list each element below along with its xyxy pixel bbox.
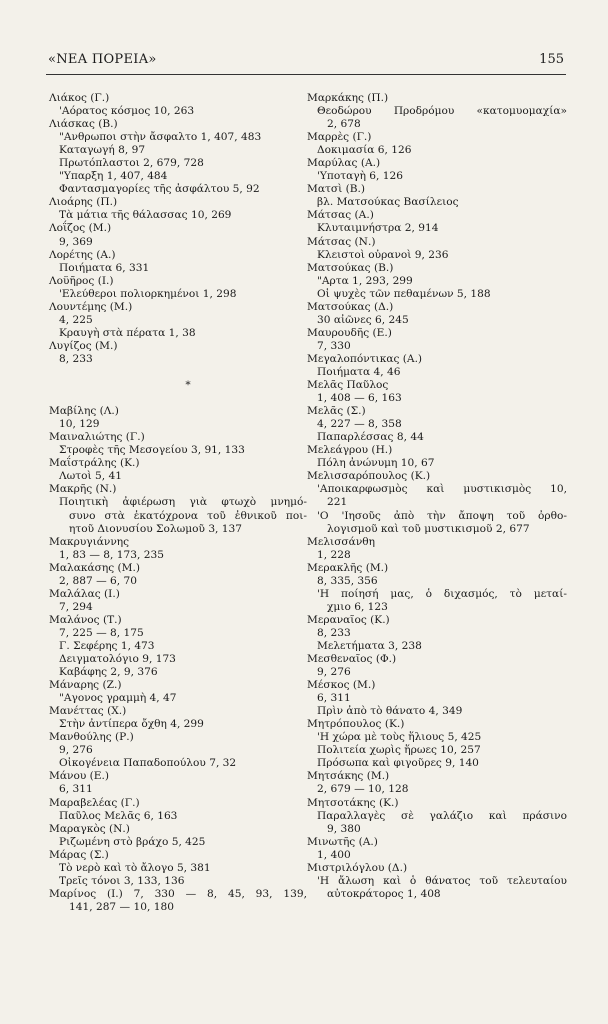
index-entry-title: 'Ελεύθεροι πολιορκημένοι 1, 298 xyxy=(59,287,237,300)
index-author-name: Μάτσας (Ν.) xyxy=(307,235,376,248)
index-entry-title: 10, 129 xyxy=(59,418,100,431)
index-author-name: Λιάκος (Γ.) xyxy=(49,92,110,104)
index-entry-title: 'Υποταγὴ 6, 126 xyxy=(317,170,404,183)
index-author-name: Λιοάρης (Π.) xyxy=(49,196,118,209)
index-entry-continuation: 141, 287 — 10, 180 xyxy=(69,900,174,913)
index-author-name: Ματσὶ (Β.) xyxy=(307,183,366,196)
index-author-name: Μανθούλης (Ρ.) xyxy=(49,731,134,744)
index-author-name: Μάνου (Ε.) xyxy=(49,770,109,783)
index-author-name: Μαλάλας (Ι.) xyxy=(49,587,120,600)
index-entry-title: 7, 330 xyxy=(317,339,351,352)
index-entry-title: Δοκιμασία 6, 126 xyxy=(317,144,412,157)
index-entry-title: 9, 276 xyxy=(317,666,351,679)
index-author-name: Μαραβελέας (Γ.) xyxy=(49,796,140,809)
index-entry-continuation: συνο στὰ ἑκατόχρονα τοῦ ἐθνικοῦ ποι- xyxy=(69,509,307,522)
index-author-name: Μακρυγιάννης xyxy=(49,535,130,548)
index-entry-title: 1, 228 xyxy=(317,548,351,561)
index-entry-title: Δειγματολόγιο 9, 173 xyxy=(59,653,176,666)
index-entry-title: Κλειστοὶ οὐρανοὶ 9, 236 xyxy=(317,248,449,261)
index-author-name: Μαρρὲς (Γ.) xyxy=(307,131,372,144)
index-author-name: Μαρίνος (Ι.) 7, 330 — 8, 45, 93, 139, xyxy=(49,887,307,900)
index-author-name: Ματσούκας (Δ.) xyxy=(307,300,394,313)
index-entry-continuation: λογισμοῦ καὶ τοῦ μυστικισμοῦ 2, 677 xyxy=(327,522,530,535)
index-entry-title: 4, 227 — 8, 358 xyxy=(317,418,402,431)
index-entry-continuation: 221 xyxy=(327,496,348,509)
index-author-name: Μαλάνος (Τ.) xyxy=(49,613,122,626)
index-entry-title: 'Η χώρα μὲ τοὺς ἥλιους 5, 425 xyxy=(317,731,482,744)
index-author-name: Μάρας (Σ.) xyxy=(49,848,109,861)
index-entry-title: Καταγωγή 8, 97 xyxy=(59,144,146,157)
index-author-name: Μελᾶς Παῦλος xyxy=(307,379,389,392)
index-author-name: Ματσούκας (Β.) xyxy=(307,261,394,274)
index-entry-continuation: 2, 678 xyxy=(327,118,361,131)
page-header xyxy=(48,52,564,74)
index-entry-title: Κραυγὴ στὰ πέρατα 1, 38 xyxy=(59,326,196,339)
index-entry-title: 6, 311 xyxy=(59,783,93,796)
index-author-name: Μελισσαρόπουλος (Κ.) xyxy=(307,470,431,483)
index-author-name: Μελᾶς (Σ.) xyxy=(307,405,366,418)
index-entry-title: 1, 400 xyxy=(317,848,351,861)
index-entry-title: "Υπαρξη 1, 407, 484 xyxy=(59,170,168,183)
index-entry-title: Τὸ νερὸ καὶ τὸ ἄλογο 5, 381 xyxy=(59,861,211,874)
index-entry-title: 1, 83 — 8, 173, 235 xyxy=(59,548,164,561)
index-entry-title: 'Αόρατος κόσμος 10, 263 xyxy=(59,105,195,118)
index-author-name: Μάναρης (Ζ.) xyxy=(49,679,122,692)
index-author-name: Μαβίλης (Λ.) xyxy=(49,405,119,418)
index-entry-title: 7, 225 — 8, 175 xyxy=(59,626,144,639)
index-entry-title: Οἰκογένεια Παπαδοπούλου 7, 32 xyxy=(59,757,237,770)
index-entry-title: 30 αἰῶνες 6, 245 xyxy=(317,313,409,326)
index-entry-title: Οἱ ψυχὲς τῶν πεθαμένων 5, 188 xyxy=(317,287,491,300)
index-author-name: Μεραναῖος (Κ.) xyxy=(307,613,390,626)
index-entry-title: Μελετήματα 3, 238 xyxy=(317,639,422,652)
index-author-name: Μιστριλόγλου (Δ.) xyxy=(307,861,408,874)
index-author-name: Μαυρουδῆς (Ε.) xyxy=(307,326,392,339)
index-entry-title: Γ. Σεφέρης 1, 473 xyxy=(59,639,155,652)
index-entry-title: 4, 225 xyxy=(59,313,93,326)
index-entry-title: Πρωτόπλαστοι 2, 679, 728 xyxy=(59,157,204,170)
index-author-name: Λυγίζος (Μ.) xyxy=(49,339,118,352)
index-entry-title: Στροφὲς τῆς Μεσογείου 3, 91, 133 xyxy=(59,444,245,457)
index-entry-title: Καβάφης 2, 9, 376 xyxy=(59,666,158,679)
section-separator-star: * xyxy=(185,379,191,392)
index-entry-title: βλ. Ματσούκας Βασίλειος xyxy=(317,196,459,209)
index-author-name: Μητρόπουλος (Κ.) xyxy=(307,718,405,731)
index-entry-title: Πρόσωπα καὶ φιγοῦρες 9, 140 xyxy=(317,757,479,770)
journal-title: «ΝΕΑ ΠΟΡΕΙΑ» xyxy=(48,52,157,67)
index-entry-title: Παῦλος Μελᾶς 6, 163 xyxy=(59,809,178,822)
index-entry-title: 1, 408 — 6, 163 xyxy=(317,392,402,405)
index-author-name: Λιάσκας (Β.) xyxy=(49,118,118,131)
index-entry-title: 8, 233 xyxy=(59,352,93,365)
index-entry-title: "Ανθρωποι στὴν ἄσφαλτο 1, 407, 483 xyxy=(59,131,262,144)
index-entry-title: 2, 887 — 6, 70 xyxy=(59,574,137,587)
index-entry-title: Πόλη ἀνώνυμη 10, 67 xyxy=(317,457,435,470)
index-entry-title: Ποιητικὴ ἀφιέρωση γιὰ φτωχὸ μνημό- xyxy=(59,496,307,509)
index-entry-title: Φαντασμαγορίες τῆς ἀσφάλτου 5, 92 xyxy=(59,183,260,196)
index-entry-title: 'Η ἄλωση καὶ ὁ θάνατος τοῦ τελευταίου xyxy=(317,874,567,887)
index-entry-title: 8, 233 xyxy=(317,626,351,639)
index-entry-title: Ποιήματα 6, 331 xyxy=(59,261,150,274)
index-author-name: Λουντέμης (Μ.) xyxy=(49,300,133,313)
index-author-name: Μελεάγρου (Η.) xyxy=(307,444,393,457)
index-author-name: Μέσκος (Μ.) xyxy=(307,679,376,692)
index-entry-title: "Αρτα 1, 293, 299 xyxy=(317,274,413,287)
blank-line xyxy=(49,366,307,379)
index-author-name: Μητσοτάκης (Κ.) xyxy=(307,796,399,809)
index-entry-title: Τὰ μάτια τῆς θάλασσας 10, 269 xyxy=(59,209,232,222)
index-author-name: Λοϋῆρος (Ι.) xyxy=(49,274,114,287)
index-author-name: Μεσθεναῖος (Φ.) xyxy=(307,653,397,666)
index-author-name: Μαΐστράλης (Κ.) xyxy=(49,457,140,470)
index-entry-continuation: χμιο 6, 123 xyxy=(327,600,388,613)
index-author-name: Μελισσάνθη xyxy=(307,535,375,548)
index-entry-title: Πρὶν ἀπὸ τὸ θάνατο 4, 349 xyxy=(317,705,463,718)
index-author-name: Μαραγκὸς (Ν.) xyxy=(49,822,130,835)
index-column-left xyxy=(49,92,307,914)
index-entry-title: Πολιτεία χωρὶς ἥρωες 10, 257 xyxy=(317,744,481,757)
index-entry-continuation: 9, 380 xyxy=(327,822,361,835)
index-entry-title: Τρεῖς τόνοι 3, 133, 136 xyxy=(59,874,185,887)
index-author-name: Μητσάκης (Μ.) xyxy=(307,770,390,783)
index-entry-title: Κλυταιμνήστρα 2, 914 xyxy=(317,222,439,235)
index-column-right xyxy=(307,92,567,901)
index-author-name: Λορέτης (Α.) xyxy=(49,248,116,261)
index-entry-title: Παραλλαγὲς σὲ γαλάζιο καὶ πράσινο xyxy=(317,809,567,822)
index-author-name: Μανέττας (Χ.) xyxy=(49,705,127,718)
index-entry-title: "Αγονος γραμμὴ 4, 47 xyxy=(59,692,177,705)
index-author-name: Μερακλῆς (Μ.) xyxy=(307,561,389,574)
index-entry-title: Παπαρλέσσας 8, 44 xyxy=(317,431,424,444)
index-entry-title: 'Αποικαρφωσμὸς καὶ μυστικισμὸς 10, xyxy=(317,483,567,496)
index-entry-title: 6, 311 xyxy=(317,692,351,705)
index-author-name: Μεγαλοπόντικας (Α.) xyxy=(307,352,423,365)
index-entry-continuation: αὐτοκράτορος 1, 408 xyxy=(327,887,441,900)
page-number: 155 xyxy=(539,52,564,67)
header-rule xyxy=(46,74,566,75)
index-entry-title: Ποιήματα 4, 46 xyxy=(317,365,401,378)
index-author-name: Μαλακάσης (Μ.) xyxy=(49,561,141,574)
index-entry-title: 'Ο 'Ιησοῦς ἀπὸ τὴν ἄποψη τοῦ ὀρθο- xyxy=(317,509,567,522)
index-entry-continuation: ητοῦ Διονυσίου Σολωμοῦ 3, 137 xyxy=(69,522,243,535)
index-author-name: Μάτσας (Α.) xyxy=(307,209,374,222)
index-entry-title: Ριζωμένη στὸ βράχο 5, 425 xyxy=(59,835,206,848)
index-author-name: Μινωτῆς (Α.) xyxy=(307,835,378,848)
index-entry-title: 8, 335, 356 xyxy=(317,574,378,587)
index-author-name: Λοΐζος (Μ.) xyxy=(49,222,112,235)
index-entry-title: Στὴν ἀντίπερα ὄχθη 4, 299 xyxy=(59,718,204,731)
index-entry-title: 2, 679 — 10, 128 xyxy=(317,783,409,796)
index-entry-title: 9, 276 xyxy=(59,744,93,757)
index-author-name: Μαρκάκης (Π.) xyxy=(307,92,389,104)
index-author-name: Μαρύλας (Α.) xyxy=(307,157,381,170)
index-author-name: Μαιναλιώτης (Γ.) xyxy=(49,431,145,444)
index-entry-title: 9, 369 xyxy=(59,235,93,248)
index-author-name: Μακρῆς (Ν.) xyxy=(49,483,117,496)
blank-line xyxy=(49,392,307,405)
index-entry-title: Λωτοὶ 5, 41 xyxy=(59,470,123,483)
index-entry-title: 'Η ποίησή μας, ὁ διχασμός, τὸ μεταί- xyxy=(317,587,567,600)
index-entry-title: Θεοδώρου Προδρόμου «κατομυομαχία» xyxy=(317,105,567,118)
index-entry-title: 7, 294 xyxy=(59,600,93,613)
